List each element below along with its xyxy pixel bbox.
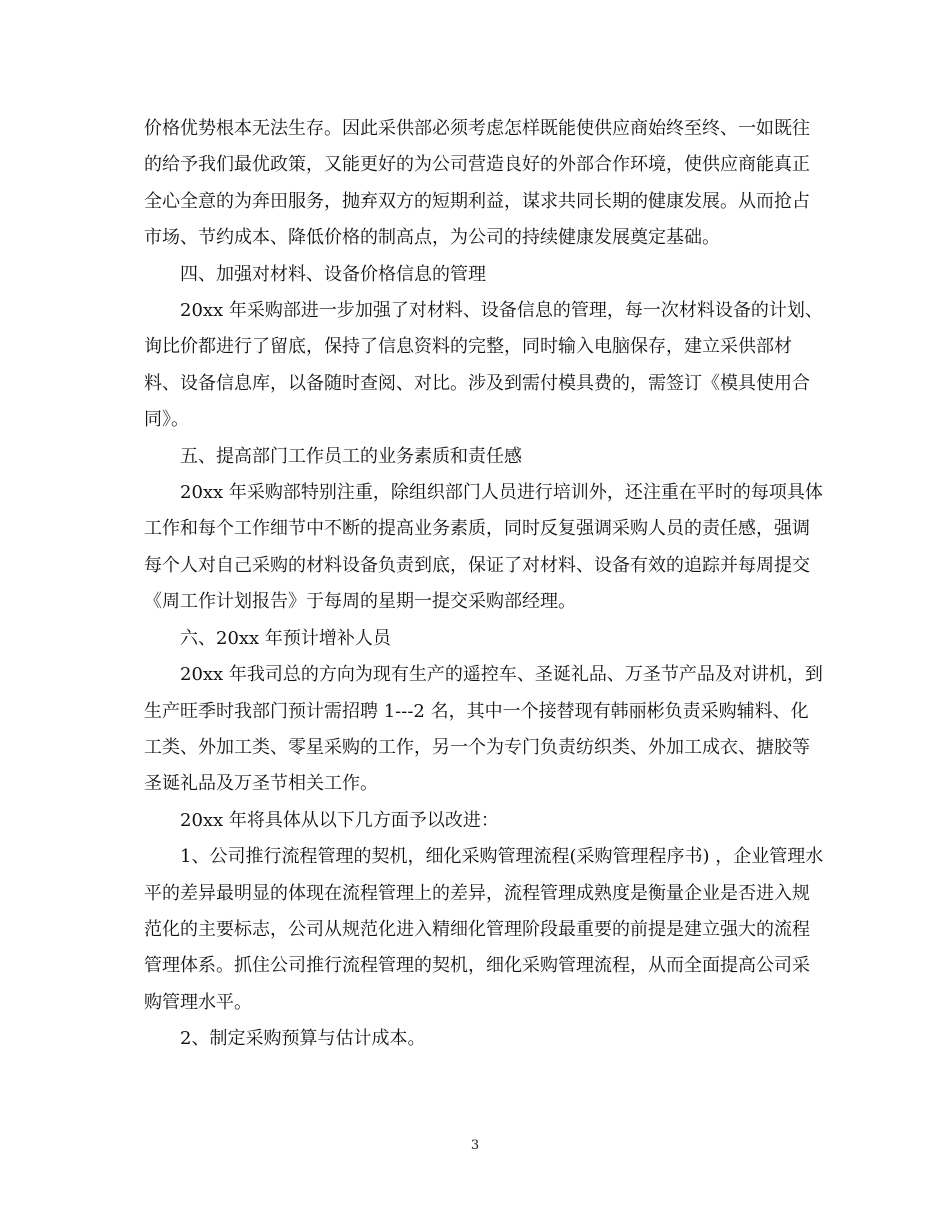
list-item-2: 2、制定采购预算与估计成本。 <box>180 1028 426 1050</box>
paragraph-staff-quality: 20xx 年采购部特别注重，除组织部门人员进行培训外，还注重在平时的每项具体工作和每个工作细节中不断的提高业务素质，同时反复强调采购人员的责任感，强调每个人对自己采购的材料设备负责到底，保证了对材料、设备有效的追踪并每周提交《周工作计划报告》于每周的星期一提交采购部经理。 <box>144 482 823 613</box>
paragraph-continuation: 价格优势根本无法生存。因此采供部必须考虑怎样既能使供应商始终至终、一如既往的给予我们最优政策，又能更好的为公司营造良好的外部合作环境，使供应商能真正全心全意的为奔田服务，抛弃双方的短期利益，谋求共同长期的健康发展。从而抢占市场、节约成本、降低价格的制高点，为公司的持续健康发展奠定基础。 <box>144 118 810 249</box>
list-item-1: 1、公司推行流程管理的契机，细化采购管理流程(采购管理程序书) ，企业管理水平的差异最明显的体现在流程管理上的差异，流程管理成熟度是衡量企业是否进入规范化的主要标志，公司从规范化进入精细化管理阶段最重要的前提是建立强大的流程管理体系。抓住公司推行流程管理的契机，细化采购管理流程，从而全面提高公司采购管理水平。 <box>144 846 824 1013</box>
section-heading-5: 五、提高部门工作员工的业务素质和责任感 <box>180 445 522 467</box>
page-number: 3 <box>470 1138 480 1153</box>
paragraph-staffing: 20xx 年我司总的方向为现有生产的遥控车、圣诞礼品、万圣节产品及对讲机，到生产旺季时我部门预计需招聘 1---2 名，其中一个接替现有韩丽彬负责采购辅料、化工类、外加工类、零星采购的工作，另一个为专门负责纺织类、外加工成衣、搪胶等圣诞礼品及万圣节相关工作。 <box>144 664 823 795</box>
section-heading-4: 四、加强对材料、设备价格信息的管理 <box>180 263 486 285</box>
section-heading-6: 六、20xx 年预计增补人员 <box>180 627 391 649</box>
document-body <box>144 111 824 1058</box>
paragraph-improvements-intro: 20xx 年将具体从以下几方面予以改进： <box>180 809 499 831</box>
paragraph-price-info: 20xx 年采购部进一步加强了对材料、设备信息的管理，每一次材料设备的计划、询比价都进行了留底，保持了信息资料的完整，同时输入电脑保存，建立采供部材料、设备信息库，以备随时查阅、对比。涉及到需付模具费的，需签订《模具使用合同》。 <box>144 300 823 431</box>
